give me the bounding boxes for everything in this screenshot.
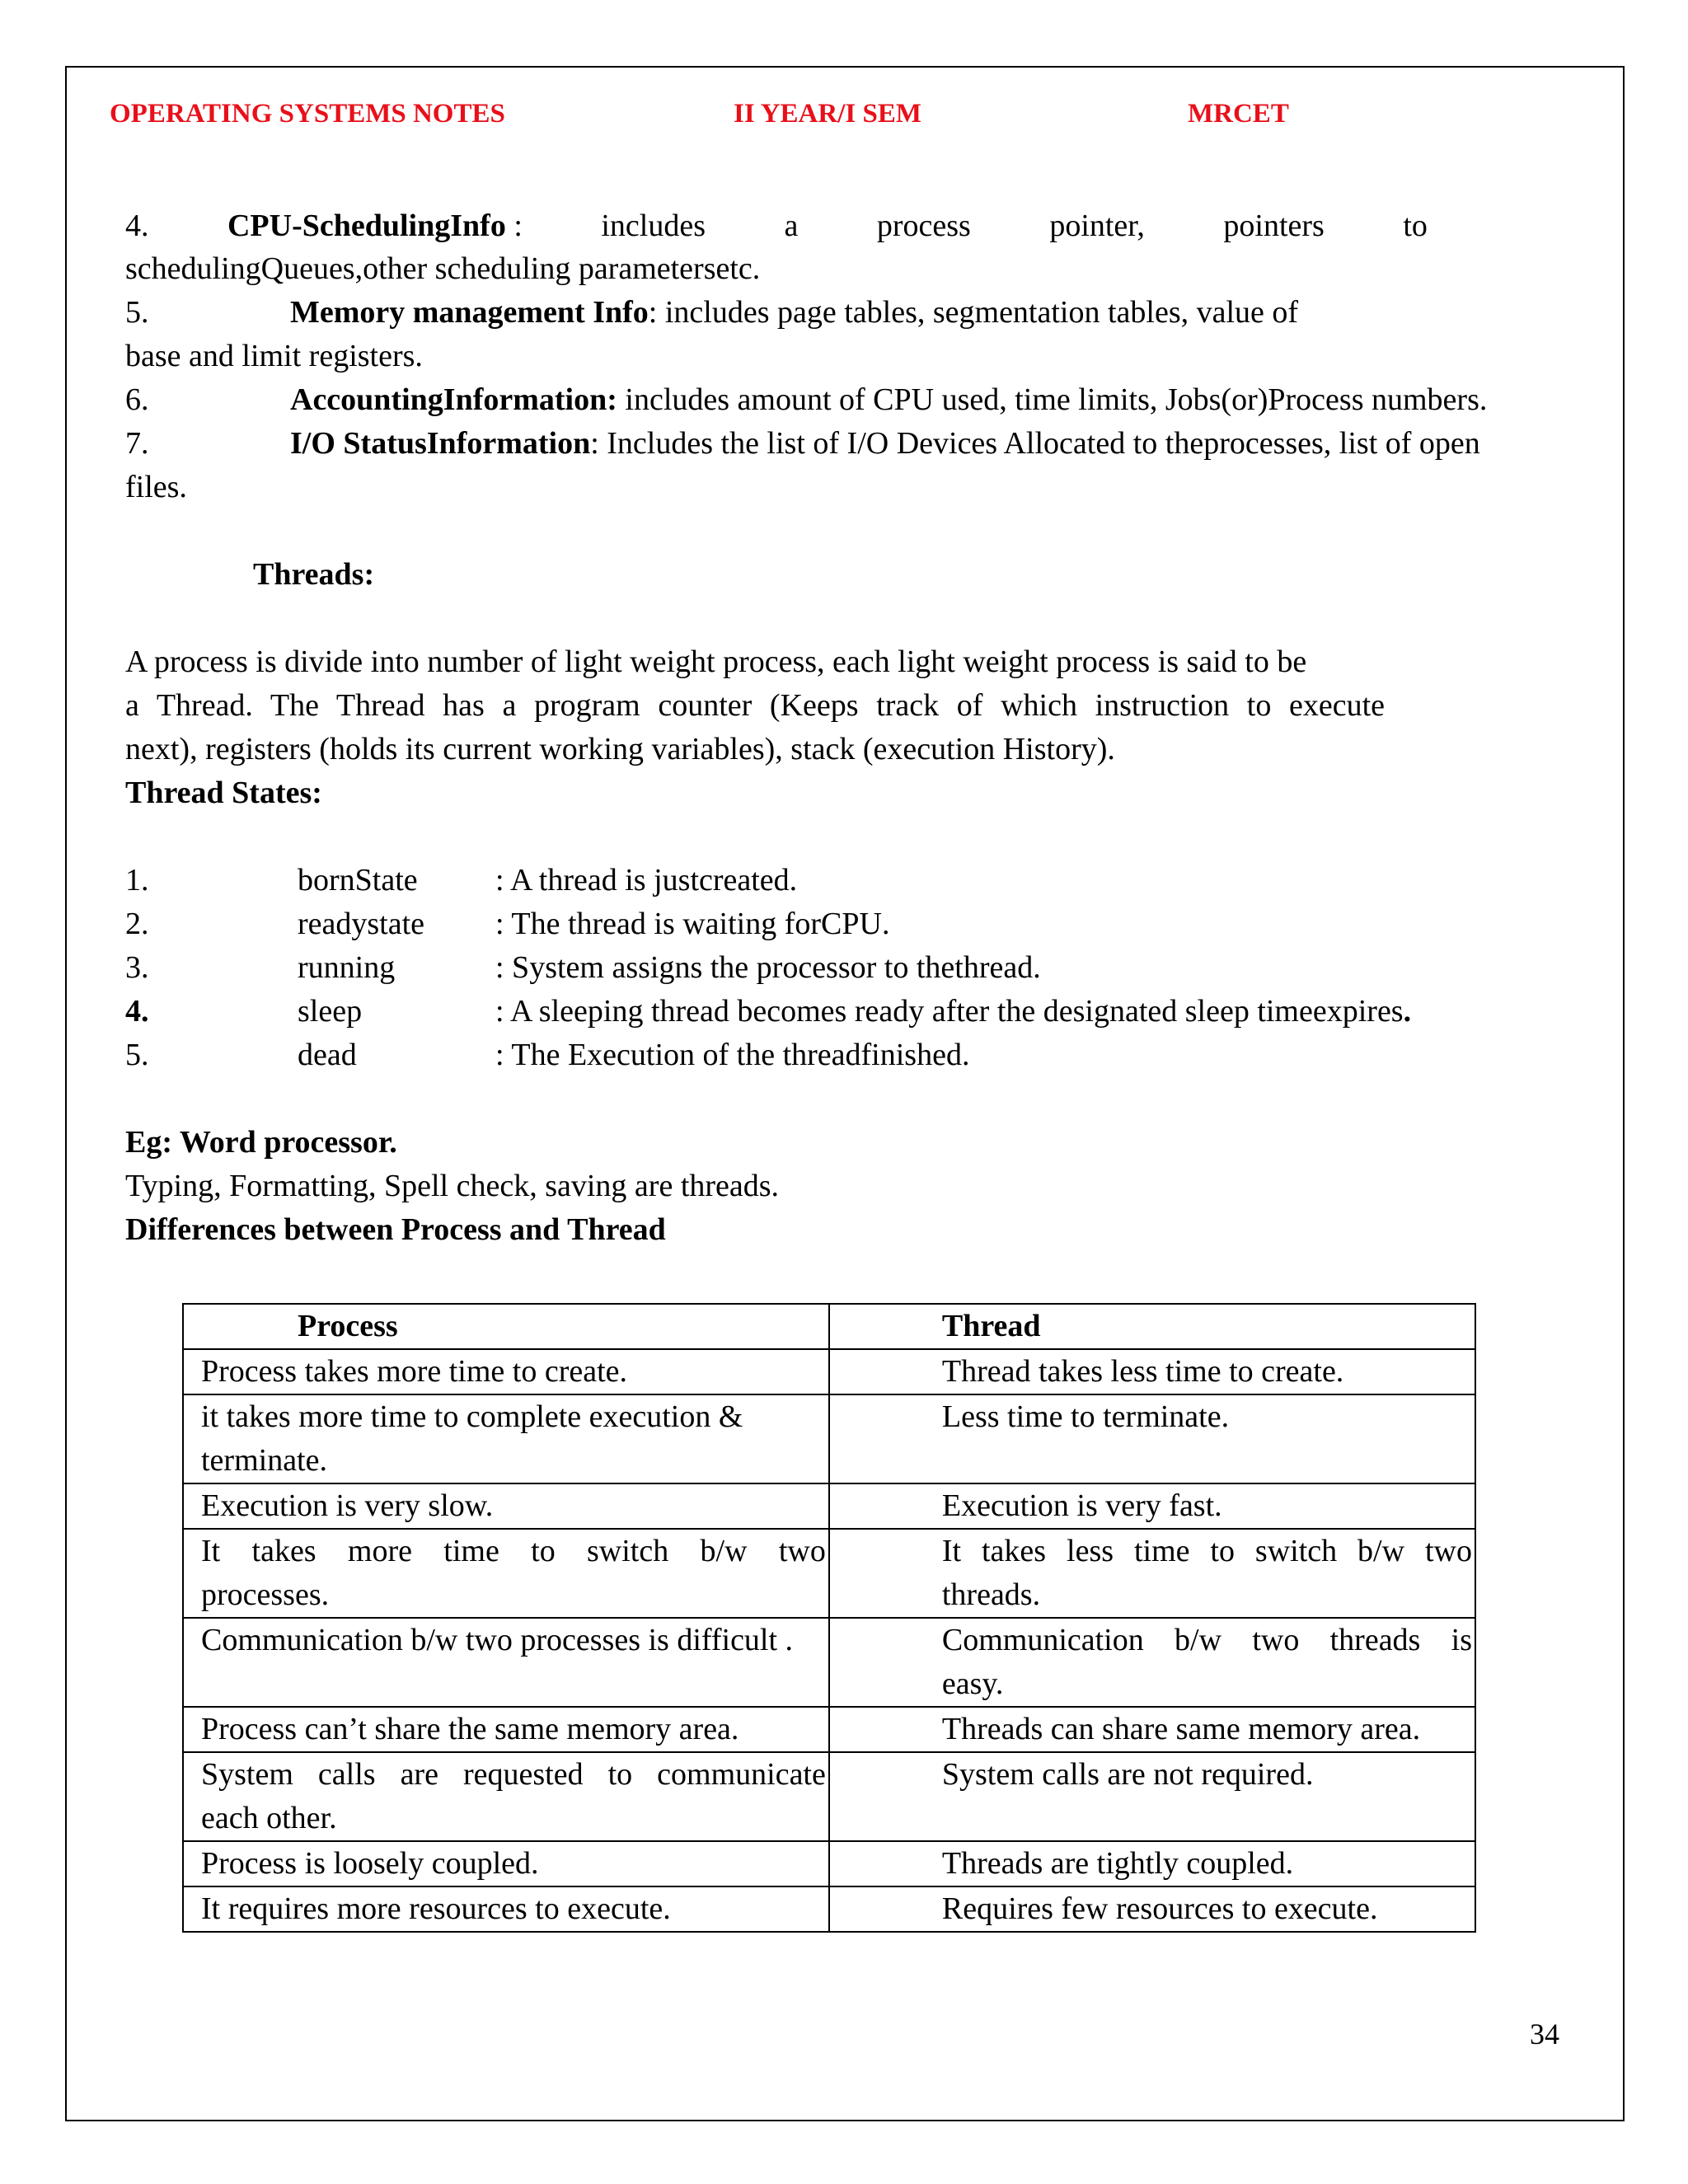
pcb-item-7-term: I/O StatusInformation [290,426,591,461]
thread-states-heading: Thread States: [125,776,322,810]
state-name: sleep [298,994,363,1029]
process-cell [183,1752,829,1841]
pcb-item-5-continuation: base and limit registers. [125,339,423,373]
table-row [183,1886,1475,1932]
process-cell: Process takes more time to create. [183,1349,829,1394]
pcb-item-5-text: : includes page tables, segmentation tables, value of [648,295,1299,330]
table-row [183,1707,1475,1752]
process-cell [183,1618,829,1707]
state-number: 2. [125,907,149,941]
state-number: 3. [125,950,149,985]
cell-line: Less time to terminate. [941,1399,1230,1434]
pcb-item-4-word: pointers [1223,209,1325,243]
cell-line: System calls are not required. [941,1757,1314,1792]
pcb-item-4-word: a [784,209,799,243]
threads-paragraph-line: next), registers (holds its current working variables), stack (execution History). [125,732,1115,766]
pcb-item-6-term: AccountingInformation: [290,382,617,417]
pcb-item-6-line [290,378,1487,422]
process-cell [183,1394,829,1483]
pcb-item-4-continuation: schedulingQueues,other scheduling parametersetc. [125,251,761,286]
thread-cell: Threads are tightly coupled. [829,1841,1475,1886]
state-name: running [298,950,396,985]
cell-line: threads. [941,1577,1041,1612]
cell-line: It takes less time to switch b/w two [941,1534,1472,1568]
thread-cell: Requires few resources to execute. [829,1886,1475,1932]
state-number: 5. [125,1038,149,1072]
table-row [183,1618,1475,1707]
pcb-item-7-continuation: files. [125,470,187,504]
cell-line: Communication b/w two processes is difficult . [201,1623,794,1657]
table-row [183,1529,1475,1618]
process-cell [183,1529,829,1618]
pcb-item-6-text: includes amount of CPU used, time limits, Jobs(or)Process numbers. [617,382,1488,417]
state-description-text: : A sleeping thread becomes ready after the designated sleep timeexpires [495,994,1404,1029]
table-header-row [183,1304,1475,1349]
process-cell: It requires more resources to execute. [183,1886,829,1932]
thread-cell [829,1752,1475,1841]
state-name: bornState [298,863,418,898]
cell-line: processes. [201,1577,330,1612]
state-description-period: . [1403,994,1412,1029]
pcb-item-4-word: to [1403,209,1428,243]
state-number: 4. [125,994,149,1029]
pcb-item-5-line [290,291,1298,335]
example-text: Typing, Formatting, Spell check, saving are threads. [125,1169,780,1203]
pcb-item-4-line [125,204,1428,248]
thread-cell [829,1529,1475,1618]
state-description: : The thread is waiting forCPU. [495,907,890,941]
state-name: dead [298,1038,357,1072]
thread-cell: Thread takes less time to create. [829,1349,1475,1394]
header-institution: MRCET [1188,99,1289,129]
cell-line: it takes more time to complete execution & [201,1399,743,1434]
pcb-item-4-term: CPU-SchedulingInfo [227,209,506,243]
threads-paragraph-line: A process is divide into number of light weight process, each light weight process is said to be [125,644,1307,679]
state-description: : System assigns the processor to thethread. [495,950,1041,985]
process-thread-comparison-table [182,1303,1476,1933]
example-heading: Eg: Word processor. [125,1125,397,1160]
state-name: readystate [298,907,425,941]
thread-cell: Execution is very fast. [829,1483,1475,1529]
table-row [183,1349,1475,1394]
table-row [183,1752,1475,1841]
page-number: 34 [1530,2018,1559,2050]
differences-heading: Differences between Process and Thread [125,1212,666,1247]
state-number: 1. [125,863,149,898]
process-cell: Process is loosely coupled. [183,1841,829,1886]
pcb-item-4-word: includes [601,209,706,243]
pcb-item-4-num: 4. [125,209,149,243]
cell-line: It takes more time to switch b/w two [201,1534,826,1568]
state-description [495,990,1411,1033]
process-cell: Execution is very slow. [183,1483,829,1529]
thread-cell [829,1394,1475,1483]
pcb-item-5-num: 5. [125,295,149,330]
pcb-item-4-word: pointer, [1049,209,1145,243]
cell-line: easy. [941,1666,1004,1701]
pcb-item-7-num: 7. [125,426,149,461]
pcb-item-7-text: : Includes the list of I/O Devices Allocated to theprocesses, list of open [590,426,1480,461]
threads-heading: Threads: [253,557,375,592]
cell-line: each other. [201,1801,337,1835]
table-header-process: Process [183,1304,829,1349]
table-row [183,1483,1475,1529]
state-description: : The Execution of the threadfinished. [495,1038,970,1072]
cell-line: terminate. [201,1443,327,1478]
pcb-item-4-sep: : [505,209,523,243]
process-cell: Process can’t share the same memory area. [183,1707,829,1752]
pcb-item-6-num: 6. [125,382,149,417]
cell-line: System calls are requested to communicate [201,1757,826,1792]
header-course-title: OPERATING SYSTEMS NOTES [110,99,505,129]
threads-paragraph-line: a Thread. The Thread has a program counter (Keeps track of which instruction to execute [125,688,1385,723]
table-row [183,1394,1475,1483]
header-year-semester: II YEAR/I SEM [734,99,921,129]
thread-cell: Threads can share same memory area. [829,1707,1475,1752]
cell-line: Communication b/w two threads is [941,1623,1472,1657]
table-row [183,1841,1475,1886]
pcb-item-7-line [290,422,1480,466]
state-description: : A thread is justcreated. [495,863,798,898]
pcb-item-5-term: Memory management Info [290,295,649,330]
table-header-thread: Thread [829,1304,1475,1349]
pcb-item-4-word: process [876,209,971,243]
thread-cell [829,1618,1475,1707]
